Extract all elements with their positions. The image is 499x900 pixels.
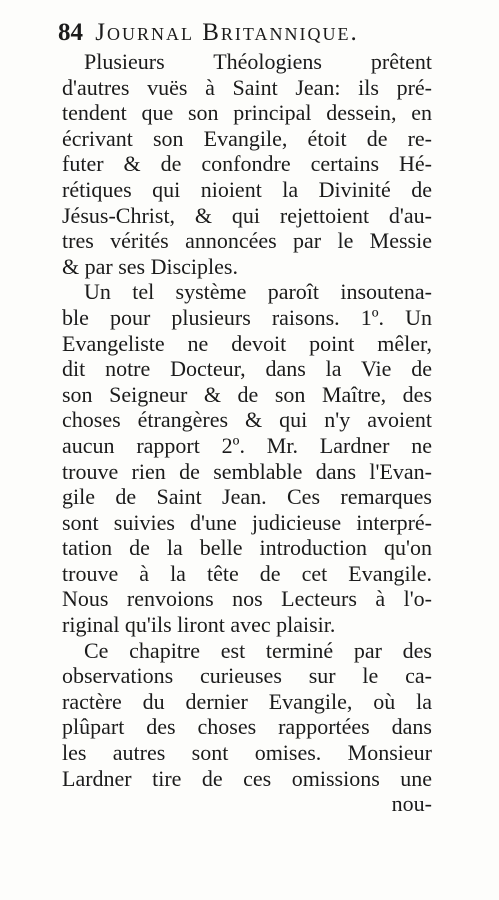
text-line: tation de la belle introduction qu'on [62,535,432,561]
text-line: Ce chapitre est terminé par des [84,637,432,663]
page-header [58,18,359,48]
text-line: Nous renvoions nos Lecteurs à l'o- [62,586,432,612]
text-line: trouve rien de semblable dans l'Evan- [62,458,432,484]
text-line: trouve à la tête de cet Evangile. [62,560,432,586]
text-line: gile de Saint Jean. Ces remarques [62,484,432,510]
text-line: ractère du dernier Evangile, où la [62,688,432,714]
text-line: observations curieuses sur le ca- [62,663,432,689]
text-line: d'autres vuës à Saint Jean: ils pré- [62,74,432,100]
text-line: Un tel système paroît insoutena- [84,279,432,305]
text-line: sont suivies d'une judicieuse interpré- [62,509,432,535]
text-line: tres vérités annoncées par le Messie [62,228,432,254]
text-line: rétiques qui nioient la Divinité de [62,176,432,202]
text-line: ble pour plusieurs raisons. 1º. Un [62,304,432,330]
body-text [62,49,432,817]
text-line: tendent que son principal dessein, en [62,100,432,126]
text-line: Plusieurs Théologiens prêtent [84,49,432,74]
catchword: nou- [391,791,432,817]
text-line: Lardner tire de ces omissions une [62,765,432,791]
running-title: Journal Britannique. [95,19,359,46]
text-line: riginal qu'ils liront avec plaisir. [62,612,336,638]
page-number: 84 [58,19,83,46]
text-line: son Seigneur & de son Maître, des [62,381,432,407]
text-line: aucun rapport 2º. Mr. Lardner ne [62,432,432,458]
text-line: écrivant son Evangile, étoit de re- [62,125,432,151]
text-line: & par ses Disciples. [62,253,238,279]
text-line: dit notre Docteur, dans la Vie de [62,356,432,382]
text-line: les autres sont omises. Monsieur [62,740,432,766]
text-line: Evangeliste ne devoit point mêler, [62,330,432,356]
text-line: plûpart des choses rapportées dans [62,714,432,740]
text-line: futer & de confondre certains Hé- [62,151,432,177]
text-line: Jésus-Christ, & qui rejettoient d'au- [62,202,432,228]
text-line: choses étrangères & qui n'y avoient [62,407,432,433]
